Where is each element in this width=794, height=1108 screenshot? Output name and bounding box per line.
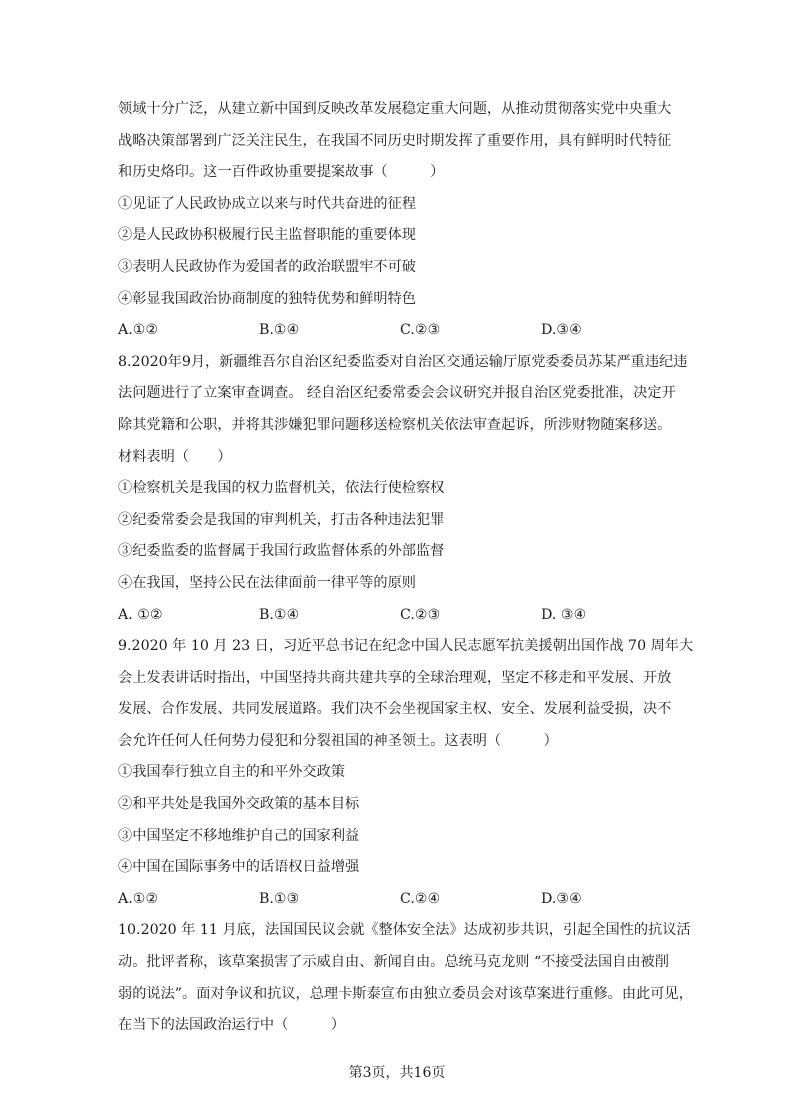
question-text-line: 9.2020 年 10 月 23 日，习近平总书记在纪念中国人民志愿军抗美援朝出国作战 70 周年大 — [118, 638, 694, 655]
statement-1: ①我国奉行独立自主的和平外交政策 — [118, 764, 346, 781]
question-text-line: 发展、合作发展、共同发展道路。我们决不会坐视国家主权、安全、发展利益受损，决不 — [118, 701, 672, 718]
statement-3: ③中国坚定不移地维护自己的国家利益 — [118, 827, 360, 844]
question-text-line: 会允许任何人任何势力侵犯和分裂祖国的神圣领土。这表明（ ） — [118, 732, 558, 749]
question-text-line: 在当下的法国政治运行中（ ） — [118, 1017, 346, 1034]
statement-4: ④彰显我国政治协商制度的独特优势和鲜明特色 — [118, 290, 416, 307]
statement-4: ④中国在国际事务中的话语权日益增强 — [118, 859, 360, 876]
option-d: D. ③④ — [541, 606, 587, 623]
option-d: D.③④ — [541, 322, 582, 339]
option-c: C.②③ — [400, 322, 441, 339]
question-content — [118, 94, 694, 1042]
question-text-line: 和历史烙印。这一百件政协重要提案故事（ ） — [118, 164, 445, 181]
question-text-line: 除其党籍和公职，并将其涉嫌犯罪问题移送检察机关依法审查起诉，所涉财物随案移送。 — [118, 416, 672, 433]
answer-options — [118, 884, 688, 916]
statement-2: ②纪委常委会是我国的审判机关，打击各种违法犯罪 — [118, 511, 445, 528]
option-c: C.②③ — [400, 606, 441, 623]
option-d: D.③④ — [541, 890, 582, 907]
option-b: B.①④ — [259, 606, 300, 623]
statement-4: ④在我国，坚持公民在法律面前一律平等的原则 — [118, 574, 416, 591]
statement-2: ②和平共处是我国外交政策的基本目标 — [118, 796, 360, 813]
option-a: A. ①② — [118, 606, 163, 623]
question-text-line: 动。批评者称，该草案损害了示威自由、新闻自由。总统马克龙则 “不接受法国自由被削 — [118, 954, 669, 971]
answer-options — [118, 600, 688, 632]
statement-3: ③表明人民政协作为爱国者的政治联盟牢不可破 — [118, 258, 416, 275]
answer-options — [118, 315, 688, 347]
page-number: 第3页，共16页 — [348, 1065, 446, 1081]
option-a: A.①② — [118, 890, 159, 907]
option-a: A.①② — [118, 322, 159, 339]
question-9 — [118, 631, 694, 915]
question-text-line: 10.2020 年 11 月底，法国国民议会就《整体安全法》达成初步共识，引起全国性的抗议活 — [118, 922, 691, 939]
statement-1: ①见证了人民政协成立以来与时代共奋进的征程 — [118, 195, 416, 212]
question-text-line: 8.2020年9月，新疆维吾尔自治区纪委监委对自治区交通运输厅原党委委员苏某严重违纪违 — [118, 353, 688, 370]
question-8 — [118, 347, 688, 631]
statement-2: ②是人民政协积极履行民主监督职能的重要体现 — [118, 227, 416, 244]
statement-1: ①检察机关是我国的权力监督机关，依法行使检察权 — [118, 480, 445, 497]
question-text-line: 领域十分广泛，从建立新中国到反映改革发展稳定重大问题，从推动贯彻落实党中央重大 — [118, 101, 672, 117]
question-text-line: 材料表明（ ） — [118, 448, 232, 465]
question-7-continuation — [118, 94, 688, 347]
question-text-line: 法问题进行了立案审查调查。 经自治区纪委常委会会议研究并报自治区党委批准，决定开 — [118, 385, 676, 402]
option-b: B.①④ — [259, 322, 300, 339]
question-10 — [118, 915, 693, 1041]
question-text-line: 战略决策部署到广泛关注民生，在我国不同历史时期发挥了重要作用，具有鲜明时代特征 — [118, 132, 672, 149]
question-text-line: 会上发表讲话时指出，中国坚持共商共建共享的全球治理观，坚定不移走和平发展、开放 — [118, 669, 672, 686]
statement-3: ③纪委监委的监督属于我国行政监督体系的外部监督 — [118, 543, 445, 560]
option-b: B.①③ — [259, 890, 300, 907]
question-text-line: 弱的说法”。面对争议和抗议，总理卡斯泰宣布由独立委员会对该草案进行重修。由此可见， — [118, 985, 693, 1002]
option-c: C.②④ — [400, 890, 441, 907]
